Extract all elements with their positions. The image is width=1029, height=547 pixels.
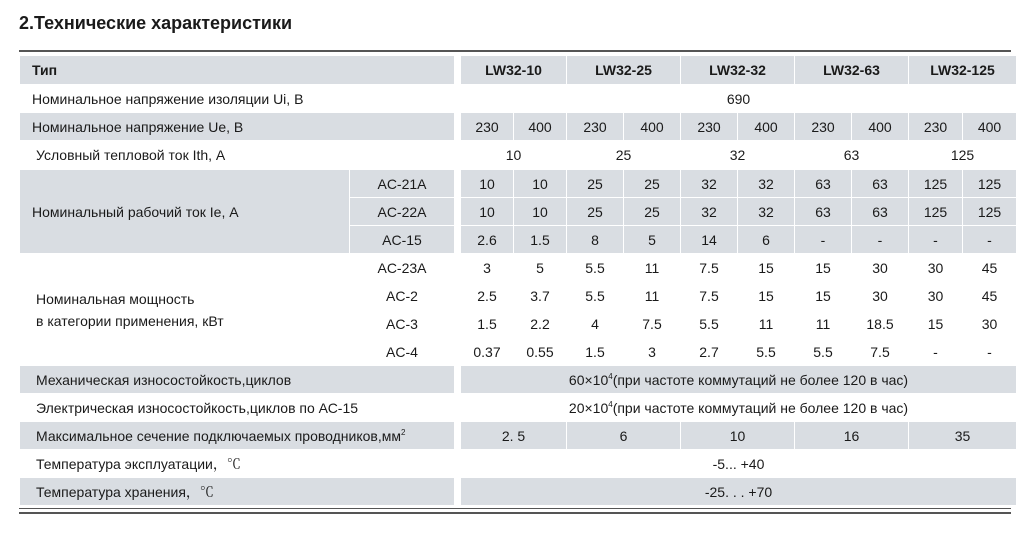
cell-value: 5.5 <box>567 254 624 282</box>
cell-value: 0.55 <box>514 338 567 366</box>
type-header: Тип <box>20 56 455 85</box>
cell-value: - <box>963 226 1017 254</box>
row-label: Температура хранения，℃ <box>20 478 455 506</box>
cell-value: 32 <box>681 141 795 170</box>
cell-value: 7.5 <box>681 282 738 310</box>
power-label-line2: в категории применения, кВт <box>36 312 224 329</box>
cell-value: 11 <box>624 254 681 282</box>
cell-value: 2.2 <box>514 310 567 338</box>
cell-value: 3 <box>624 338 681 366</box>
model-header: LW32-25 <box>567 56 681 85</box>
cell-value: 400 <box>852 113 909 141</box>
cell-value: 14 <box>681 226 738 254</box>
category-label: AC-4 <box>350 338 455 366</box>
cell-value: 30 <box>909 254 963 282</box>
cell-value: 1.5 <box>514 226 567 254</box>
cell-value: 45 <box>963 254 1017 282</box>
cell-value: 125 <box>909 170 963 198</box>
table-row <box>20 450 1017 478</box>
table-row <box>20 141 1017 170</box>
cell-value: 25 <box>624 170 681 198</box>
table-row <box>20 170 1017 198</box>
row-label: Механическая износостойкость,циклов <box>20 366 455 394</box>
spec-table <box>19 55 1017 506</box>
cell-value: 5.5 <box>681 310 738 338</box>
model-header: LW32-125 <box>909 56 1017 85</box>
row-label: Номинальное напряжение Ue, В <box>20 113 455 141</box>
cell-value: 8 <box>567 226 624 254</box>
power-label-line1: Номинальная мощность <box>36 290 195 307</box>
cell-value: 32 <box>681 170 738 198</box>
cell-value: 230 <box>681 113 738 141</box>
table-row <box>20 366 1017 394</box>
bottom-rule <box>19 508 1011 509</box>
cell-value: - <box>909 226 963 254</box>
cell-value: 25 <box>567 198 624 226</box>
cell-value: 230 <box>461 113 514 141</box>
cell-value: 63 <box>795 141 909 170</box>
cell-value: 16 <box>795 422 909 450</box>
cell-value: -25. . . +70 <box>461 478 1017 506</box>
cell-value: 4 <box>567 310 624 338</box>
cell-value: 5.5 <box>567 282 624 310</box>
cell-value: 11 <box>738 310 795 338</box>
table-row <box>20 422 1017 450</box>
cell-value: 30 <box>963 310 1017 338</box>
category-label: AC-3 <box>350 310 455 338</box>
row-label <box>20 254 350 366</box>
cell-value: 3 <box>461 254 514 282</box>
row-label: Номинальный рабочий ток Ie, А <box>20 170 350 254</box>
bottom-rule <box>19 512 1011 514</box>
row-label: Максимальное сечение подключаемых $проводников,мм^2$ <box>20 422 455 450</box>
cell-value: 45 <box>963 282 1017 310</box>
cell-value: 6 <box>567 422 681 450</box>
cell-value: 2. 5 <box>461 422 567 450</box>
cell-value: 7.5 <box>624 310 681 338</box>
category-label: AC-21A <box>350 170 455 198</box>
cell-value: 230 <box>909 113 963 141</box>
cell-value: 400 <box>514 113 567 141</box>
cell-value: 2.6 <box>461 226 514 254</box>
cell-value: 25 <box>624 198 681 226</box>
cell-value: 30 <box>909 282 963 310</box>
cell-value: 11 <box>795 310 852 338</box>
cell-value: 63 <box>795 198 852 226</box>
cell-value: $20\times 10^4(при$ частоте коммутаций не более 120 в час) <box>461 394 1017 422</box>
category-label: AC-15 <box>350 226 455 254</box>
cell-value: 3.7 <box>514 282 567 310</box>
row-label: Номинальное напряжение изоляции Ui, В <box>20 85 455 113</box>
cell-value: 400 <box>624 113 681 141</box>
cell-value: 25 <box>567 170 624 198</box>
cell-value: 15 <box>738 254 795 282</box>
cell-value: -5... +40 <box>461 450 1017 478</box>
table-row <box>20 113 1017 141</box>
cell-value: 25 <box>567 141 681 170</box>
page-title: 2.Технические характеристики <box>19 13 293 33</box>
cell-value: 2.7 <box>681 338 738 366</box>
model-header: LW32-10 <box>461 56 567 85</box>
cell-value: 32 <box>738 198 795 226</box>
cell-value: 63 <box>852 170 909 198</box>
cell-value: 15 <box>795 254 852 282</box>
cell-value: - <box>852 226 909 254</box>
category-label: AC-2 <box>350 282 455 310</box>
cell-value: 32 <box>681 198 738 226</box>
cell-value: 125 <box>963 198 1017 226</box>
cell-value: - <box>963 338 1017 366</box>
cell-value: 1.5 <box>567 338 624 366</box>
cell-value: 10 <box>514 170 567 198</box>
category-label: AC-23A <box>350 254 455 282</box>
cell-value: 15 <box>738 282 795 310</box>
cell-value: $60\times 10^4(при$ частоте коммутаций не более 120 в час) <box>461 366 1017 394</box>
cell-value: 15 <box>909 310 963 338</box>
cell-value: 63 <box>852 198 909 226</box>
cell-value: 5 <box>624 226 681 254</box>
cell-value: 63 <box>795 170 852 198</box>
cell-value: 5.5 <box>795 338 852 366</box>
model-header: LW32-63 <box>795 56 909 85</box>
cell-value: 7.5 <box>681 254 738 282</box>
cell-value: 125 <box>909 198 963 226</box>
cell-value: 10 <box>461 198 514 226</box>
model-header: LW32-32 <box>681 56 795 85</box>
cell-value: 18.5 <box>852 310 909 338</box>
cell-value: - <box>909 338 963 366</box>
top-rule <box>19 50 1011 52</box>
cell-value: 35 <box>909 422 1017 450</box>
row-label: Условный тепловой ток Ith, А <box>20 141 455 170</box>
cell-value: 125 <box>909 141 1017 170</box>
table-row <box>20 85 1017 113</box>
cell-value: 230 <box>567 113 624 141</box>
category-label: AC-22A <box>350 198 455 226</box>
cell-value: 2.5 <box>461 282 514 310</box>
cell-value: 30 <box>852 254 909 282</box>
cell-value: 0.37 <box>461 338 514 366</box>
cell-value: 10 <box>461 170 514 198</box>
cell-value: 5 <box>514 254 567 282</box>
cell-value: 10 <box>514 198 567 226</box>
cell-value: 230 <box>795 113 852 141</box>
cell-value: 32 <box>738 170 795 198</box>
cell-value: 5.5 <box>738 338 795 366</box>
table-row <box>20 478 1017 506</box>
cell-value: 400 <box>738 113 795 141</box>
cell-value: 6 <box>738 226 795 254</box>
cell-value: 400 <box>963 113 1017 141</box>
cell-value: 30 <box>852 282 909 310</box>
cell-value: 11 <box>624 282 681 310</box>
table-row <box>20 394 1017 422</box>
row-label: Температура эксплуатации，℃ <box>20 450 455 478</box>
table-row <box>20 254 1017 282</box>
cell-value: 10 <box>681 422 795 450</box>
cell-value: 1.5 <box>461 310 514 338</box>
cell-value: 690 <box>461 85 1017 113</box>
cell-value: 10 <box>461 141 567 170</box>
row-label: Электрическая износостойкость,циклов по АС-15 <box>20 394 455 422</box>
cell-value: 125 <box>963 170 1017 198</box>
cell-value: 7.5 <box>852 338 909 366</box>
cell-value: 15 <box>795 282 852 310</box>
header-row <box>20 56 1017 85</box>
cell-value: - <box>795 226 852 254</box>
